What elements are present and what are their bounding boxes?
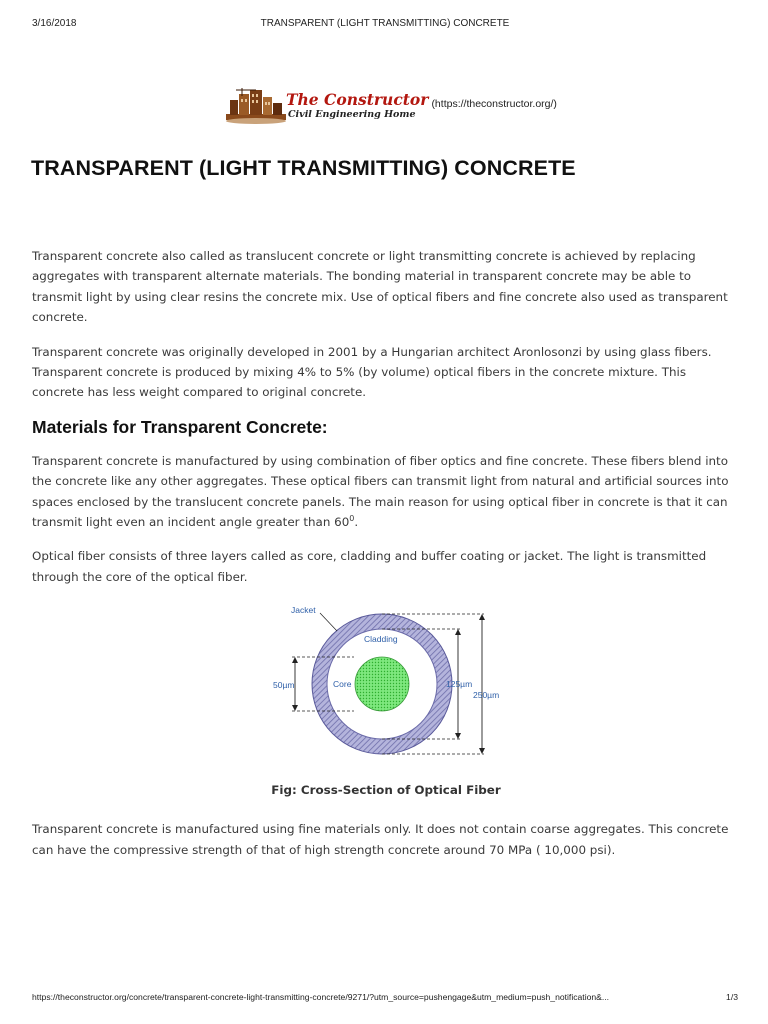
logo-url-link[interactable]: (https://theconstructor.org/) — [431, 98, 557, 110]
logo-name: The Constructor — [286, 90, 429, 109]
figure-caption: Fig: Cross-Section of Optical Fiber — [271, 783, 501, 798]
logo-text — [286, 88, 428, 119]
label-125um: 125µm — [446, 679, 473, 690]
paragraph-intro: Transparent concrete also called as translucent concrete or light transmitting concrete is achieved by replacing aggregates with transparent alternate materials. The bonding material in transparent concrete may be able to transmit light by using clear resins the concrete mix. Use of optical fibers and fine concrete also used as transparent concrete. — [32, 249, 728, 325]
label-cladding: Cladding — [364, 634, 398, 645]
optical-fiber-figure — [32, 601, 740, 771]
site-logo[interactable] — [226, 88, 557, 128]
optical-fiber-diagram — [32, 601, 740, 771]
label-250um: 250µm — [473, 690, 500, 701]
page-title: TRANSPARENT (LIGHT TRANSMITTING) CONCRETE — [31, 156, 576, 180]
paragraph-optical-fiber: Optical fiber consists of three layers called as core, cladding and buffer coating or jacket. The light is transmitted through the core of the optical fiber. — [32, 549, 707, 584]
paragraph-strength: Transparent concrete is manufactured using fine materials only. It does not contain coarse aggregates. This concrete can have the compressive strength of that of high strength concrete around 70 MPa ( 10,000 psi). — [32, 822, 729, 857]
paragraph-materials — [32, 451, 740, 533]
print-footer-url: https://theconstructor.org/concrete/transparent-concrete-light-transmitting-concrete/9271/?utm_source=pushengage&utm_medium=push_notification&... — [32, 992, 610, 1002]
logo-building-image — [226, 88, 286, 124]
label-50um: 50µm — [273, 680, 295, 691]
paragraph-history: Transparent concrete was originally developed in 2001 by a Hungarian architect Aronlosonzi by using glass fibers. Transparent concrete is produced by mixing 4% to 5% (by volume) optical fibers in the concrete mixture. This concrete has less weight compared to original concrete. — [32, 344, 712, 400]
page-number: 1/3 — [726, 992, 738, 1002]
paragraph-materials-text: Transparent concrete is manufactured by using combination of fiber optics and fine concrete. These fibers blend into the concrete like any other aggregates. These optical fibers can transmit light from natural and artificial sources into spaces enclosed by the translucent concrete panels. The main reason for using optical fiber in concrete is that it can transmit light even an incident angle greater than 60 — [32, 453, 729, 530]
core-circle — [355, 657, 409, 711]
label-core: Core — [333, 679, 352, 690]
label-jacket: Jacket — [291, 605, 316, 616]
print-header — [32, 18, 738, 32]
heading-materials: Materials for Transparent Concrete: — [32, 416, 328, 437]
degree-superscript: 0 — [349, 514, 355, 524]
print-doc-title: TRANSPARENT (LIGHT TRANSMITTING) CONCRETE — [260, 18, 510, 29]
paragraph-materials-end: . — [354, 515, 359, 530]
print-date: 3/16/2018 — [32, 18, 77, 29]
print-footer — [32, 992, 738, 1006]
article-body — [32, 246, 740, 874]
logo-tagline: Civil Engineering Home — [288, 108, 416, 120]
